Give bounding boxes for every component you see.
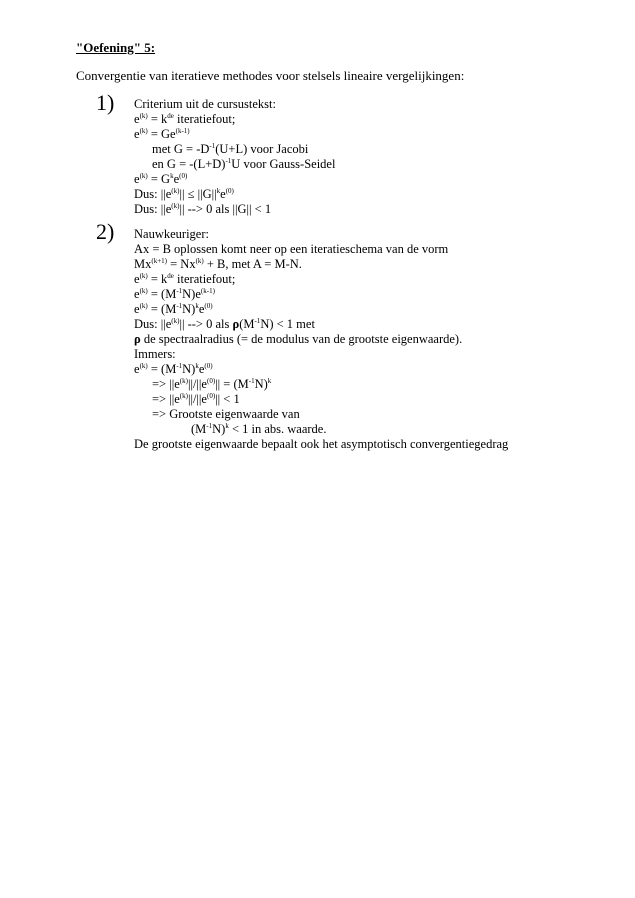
formula-line: $e^{(k)} = (M^{-1}N)^ke^{(0)}$ bbox=[134, 302, 213, 316]
formula-line: $Mx^{(k+1)} = Nx^{(k)} + B$, met A = M-N. bbox=[134, 257, 302, 271]
formula-line: $e^{(k)} = k^{de}$ iteratiefout; bbox=[134, 272, 236, 286]
intro-text: Convergentie van iteratieve methodes voor stelsels lineaire vergelijkingen: bbox=[76, 68, 465, 83]
formula-line: Dus: $||e^{(k)}||$ --> 0 als $\rho(M^{-1}N) < 1$ met bbox=[134, 317, 315, 331]
formula-line: => $||e^{(k)}||/||e^{(0)}|| < 1$ bbox=[152, 392, 240, 406]
section-1-heading: Criterium uit de cursustekst: bbox=[134, 97, 276, 111]
text-line: Immers: bbox=[134, 347, 176, 361]
formula-line: Dus: $||e^{(k)}||$ --> 0 als ||G|| < 1 bbox=[134, 202, 272, 216]
section-2-heading: Nauwkeuriger: bbox=[134, 227, 209, 241]
text-line: => Grootste eigenwaarde van bbox=[152, 407, 300, 421]
formula-line: ρ de spectraalradius (= de modulus van de grootste eigenwaarde). bbox=[134, 332, 463, 346]
formula-line: $e^{(k)} = (M^{-1}N)^ke^{(0)}$ bbox=[134, 362, 213, 376]
section-number-2: 2) bbox=[96, 219, 115, 244]
formula-line: $e^{(k)} = k^{de}$ iteratiefout; bbox=[134, 112, 236, 126]
section-2 bbox=[134, 227, 508, 452]
formula-line: $e^{(k)} = G^ke^{(0)}$ bbox=[134, 172, 188, 186]
formula-line: $e^{(k)} = Ge^{(k-1)}$ bbox=[134, 127, 190, 141]
formula-line: $e^{(k)} = (M^{-1}N)e^{(k-1)}$ bbox=[134, 287, 215, 301]
exercise-title: "Oefening" 5: bbox=[76, 40, 156, 55]
formula-line: en $G = -(L+D)^{-1}U$ voor Gauss-Seidel bbox=[152, 157, 336, 171]
formula-line: $(M^{-1}N)^k < 1$ in abs. waarde. bbox=[191, 422, 327, 436]
formula-line: Dus: $||e^{(k)}|| \le ||G||^ke^{(0)}$ bbox=[134, 187, 234, 201]
section-1 bbox=[134, 97, 335, 217]
formula-line: => $||e^{(k)}||/||e^{(0)}|| = (M^{-1}N)^k$ bbox=[152, 377, 272, 391]
text-line: De grootste eigenwaarde bepaalt ook het asymptotisch convergentiegedrag bbox=[134, 437, 509, 451]
section-number-1: 1) bbox=[96, 90, 115, 115]
text-line: Ax = B oplossen komt neer op een iteratieschema van de vorm bbox=[134, 242, 449, 256]
formula-line: met $G = -D^{-1}(U+L)$ voor Jacobi bbox=[152, 142, 309, 156]
